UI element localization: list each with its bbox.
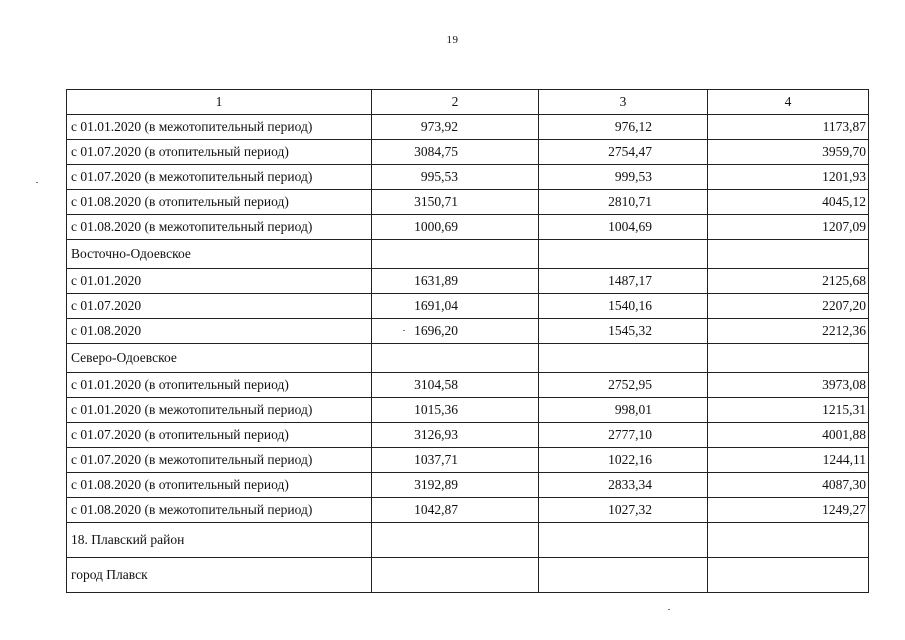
- value-cell-col3: [539, 240, 708, 269]
- value-cell-col2: 995,53: [372, 165, 539, 190]
- value-cell-col3: 1545,32: [539, 319, 708, 344]
- table-header-row: [67, 90, 869, 115]
- value-cell-col2: 3104,58: [372, 373, 539, 398]
- value-cell-col2: [372, 240, 539, 269]
- table-row: [67, 473, 869, 498]
- row-label-cell: с 01.01.2020 (в отопительный период): [67, 373, 372, 398]
- value-cell-col3: [539, 558, 708, 593]
- value-cell-col4: 4087,30: [708, 473, 869, 498]
- tariff-table: [66, 89, 869, 593]
- value-cell-col2: 1042,87: [372, 498, 539, 523]
- value-cell-col2: [372, 558, 539, 593]
- table-row: [67, 190, 869, 215]
- table-row: [67, 140, 869, 165]
- value-cell-col4: 2212,36: [708, 319, 869, 344]
- value-cell-col4: 3973,08: [708, 373, 869, 398]
- value-cell-col4: 2125,68: [708, 269, 869, 294]
- value-cell-col3: 2777,10: [539, 423, 708, 448]
- header-cell-3: 3: [539, 90, 708, 115]
- row-label-cell: с 01.08.2020 (в отопительный период): [67, 473, 372, 498]
- row-label-cell: с 01.01.2020: [67, 269, 372, 294]
- row-label-cell: с 01.07.2020 (в межотопительный период): [67, 165, 372, 190]
- value-cell-col4: 1244,11: [708, 448, 869, 473]
- value-cell-col4: 1201,93: [708, 165, 869, 190]
- value-cell-col3: 1004,69: [539, 215, 708, 240]
- value-cell-col4: 1215,31: [708, 398, 869, 423]
- value-cell-col3: 2833,34: [539, 473, 708, 498]
- table-row: [67, 398, 869, 423]
- scan-speck: [403, 330, 405, 331]
- value-cell-col3: 1487,17: [539, 269, 708, 294]
- table-row: [67, 115, 869, 140]
- value-cell-col3: 1022,16: [539, 448, 708, 473]
- value-cell-col3: 999,53: [539, 165, 708, 190]
- value-cell-col3: [539, 523, 708, 558]
- value-cell-col2: 3150,71: [372, 190, 539, 215]
- table-row: [67, 423, 869, 448]
- row-label-cell: с 01.08.2020 (в межотопительный период): [67, 498, 372, 523]
- value-cell-col2: 1000,69: [372, 215, 539, 240]
- row-label-cell: с 01.07.2020 (в отопительный период): [67, 140, 372, 165]
- scan-speck: [668, 609, 670, 610]
- value-cell-col2: 3084,75: [372, 140, 539, 165]
- value-cell-col3: 2754,47: [539, 140, 708, 165]
- value-cell-col4: 3959,70: [708, 140, 869, 165]
- value-cell-col3: 1027,32: [539, 498, 708, 523]
- value-cell-col4: 1207,09: [708, 215, 869, 240]
- table-row: [67, 373, 869, 398]
- value-cell-col4: [708, 240, 869, 269]
- row-label-cell: с 01.07.2020 (в межотопительный период): [67, 448, 372, 473]
- value-cell-col4: [708, 344, 869, 373]
- row-label-cell: с 01.08.2020 (в межотопительный период): [67, 215, 372, 240]
- value-cell-col4: 4045,12: [708, 190, 869, 215]
- value-cell-col2: [372, 344, 539, 373]
- value-cell-col2: 1037,71: [372, 448, 539, 473]
- table-row: [67, 165, 869, 190]
- header-cell-2: 2: [372, 90, 539, 115]
- value-cell-col4: 2207,20: [708, 294, 869, 319]
- row-label-cell: с 01.07.2020: [67, 294, 372, 319]
- value-cell-col3: 976,12: [539, 115, 708, 140]
- value-cell-col2: 1015,36: [372, 398, 539, 423]
- header-cell-4: 4: [708, 90, 869, 115]
- table-row: [67, 215, 869, 240]
- value-cell-col2: 1691,04: [372, 294, 539, 319]
- value-cell-col2: 3126,93: [372, 423, 539, 448]
- row-label-cell: с 01.01.2020 (в межотопительный период): [67, 115, 372, 140]
- row-label-cell: с 01.08.2020: [67, 319, 372, 344]
- value-cell-col2: 1696,20: [372, 319, 539, 344]
- row-label-cell: с 01.07.2020 (в отопительный период): [67, 423, 372, 448]
- value-cell-col4: 1173,87: [708, 115, 869, 140]
- section-row: [67, 344, 869, 373]
- value-cell-col4: 1249,27: [708, 498, 869, 523]
- table-row: [67, 319, 869, 344]
- section-row: [67, 240, 869, 269]
- value-cell-col4: [708, 558, 869, 593]
- value-cell-col3: 1540,16: [539, 294, 708, 319]
- table-row: [67, 448, 869, 473]
- table-row: [67, 269, 869, 294]
- value-cell-col2: 973,92: [372, 115, 539, 140]
- value-cell-col2: 3192,89: [372, 473, 539, 498]
- value-cell-col3: 2810,71: [539, 190, 708, 215]
- value-cell-col3: 998,01: [539, 398, 708, 423]
- value-cell-col3: 2752,95: [539, 373, 708, 398]
- row-label-cell: город Плавск: [67, 558, 372, 593]
- section-row: [67, 558, 869, 593]
- row-label-cell: Северо-Одоевское: [67, 344, 372, 373]
- row-label-cell: с 01.08.2020 (в отопительный период): [67, 190, 372, 215]
- table-row: [67, 498, 869, 523]
- scan-speck: [36, 182, 38, 183]
- value-cell-col4: [708, 523, 869, 558]
- row-label-cell: 18. Плавский район: [67, 523, 372, 558]
- section-row: [67, 523, 869, 558]
- value-cell-col3: [539, 344, 708, 373]
- value-cell-col2: 1631,89: [372, 269, 539, 294]
- table-row: [67, 294, 869, 319]
- page-number: 19: [446, 34, 459, 46]
- row-label-cell: с 01.01.2020 (в межотопительный период): [67, 398, 372, 423]
- value-cell-col4: 4001,88: [708, 423, 869, 448]
- row-label-cell: Восточно-Одоевское: [67, 240, 372, 269]
- header-cell-1: 1: [67, 90, 372, 115]
- value-cell-col2: [372, 523, 539, 558]
